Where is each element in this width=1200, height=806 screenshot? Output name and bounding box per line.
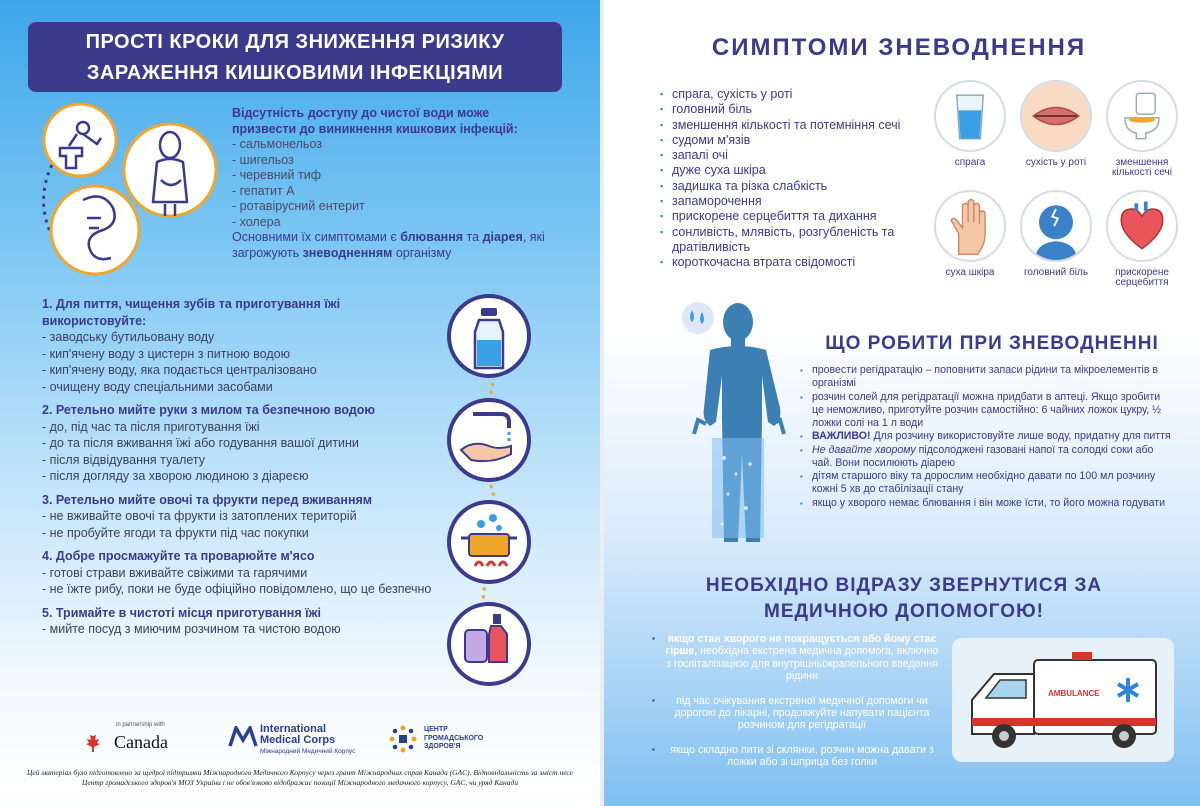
partner-logos <box>70 718 510 762</box>
list-item: - холера <box>232 215 552 231</box>
step-2 <box>42 402 437 485</box>
symptom-dry-mouth: сухість у роті <box>1016 80 1096 168</box>
title-line-1: ПРОСТІ КРОКИ ДЛЯ ЗНИЖЕННЯ РИЗИКУ <box>85 31 505 53</box>
phc-emblem-icon <box>388 724 418 754</box>
water-bottle-icon <box>449 296 529 376</box>
list-item: - сальмонельоз <box>232 137 552 153</box>
disclaimer: Цей матеріал було підготовлено за щедрої підтримки Міжнародного Медичного Корпусу через грант Міжнародних справ Канади (GAC). Відповідальність за зміст несе Центр громадського здоров'я МОЗ України і не обов'язково відображає позиції Міжнародного медичного корпусу, GAC, чи уряд Канади <box>27 768 573 787</box>
symptom-dry-skin: суха шкіра <box>930 190 1010 278</box>
page-title <box>28 22 562 92</box>
symptom-heartbeat: прискорене серцебиття <box>1102 190 1182 288</box>
dry-lips-icon <box>1022 82 1090 150</box>
cleaning-products-icon <box>449 604 529 684</box>
list-item: - до та після вживання їжі або годування вашої дитини <box>42 435 437 452</box>
list-item: ▪ судоми м'язів <box>660 133 940 148</box>
list-item: ▪ якщо стан хворого не покращується або йому стає гірше, необхідна екстрена медична допомога, включно з госпіталізацією для внутрішньокрапельного введення рідини <box>652 633 942 683</box>
intro-text <box>232 106 552 261</box>
list-item: ▪ дуже суха шкіра <box>660 163 940 178</box>
maple-leaf-icon <box>80 730 102 752</box>
list-item: ▪ розчин солей для регідратації можна придбати в аптеці. Якщо зробити це неможливо, приготуйте розчин самостійно: 6 чайних ложок цукру, ½ ложки солі на 1 л води <box>800 391 1172 430</box>
step-title: 4. Добре просмажуйте та проварюйте м'ясо <box>42 549 315 563</box>
list-item: ▪ головний біль <box>660 102 940 117</box>
list-item: - після догляду за хворою людиною з діареєю <box>42 468 437 485</box>
list-item: ▪ задишка та різка слабкість <box>660 179 940 194</box>
symptom-icons-grid <box>930 80 1200 290</box>
list-item: ▪ під час очікування екстреної медичної допомоги чи дорогою до лікарні, продовжуйте напувати пацієнта розчином для регідратації <box>652 695 942 732</box>
symptom-thirst: спрага <box>930 80 1010 168</box>
list-item: - гепатит А <box>232 184 552 200</box>
list-item: ▪ прискорене серцебиття та дихання <box>660 209 940 224</box>
list-item: ▪ зменшення кількості та потемніння сечі <box>660 118 940 133</box>
list-item: - черевний тиф <box>232 168 552 184</box>
title-line-2: ЗАРАЖЕННЯ КИШКОВИМИ ІНФЕКЦІЯМИ <box>86 62 504 84</box>
intro-lead: Відсутність доступу до чистої води може призвести до виникнення кишкових інфекцій: <box>232 106 518 136</box>
canada-logo: in partnership with Canada <box>80 718 190 762</box>
water-glass-icon <box>936 82 1004 150</box>
infections-list <box>232 137 552 230</box>
what-to-do-list <box>800 364 1172 510</box>
step-5 <box>42 605 437 638</box>
imc-logo: International Medical Corps Міжнародний Медичний Корпус <box>228 718 378 762</box>
ambulance-card <box>952 638 1174 762</box>
right-page <box>604 0 1200 806</box>
step-title: 1. Для пиття, чищення зубів та приготування їжі використовуйте: <box>42 297 341 328</box>
list-item: ▪ дітям старшого віку та дорослим необхідно давати по 100 мл розчину кожні 5 хв до стабілізації стану <box>800 470 1172 496</box>
what-to-do-title: ЩО РОБИТИ ПРИ ЗНЕВОДНЕННІ <box>825 333 1159 354</box>
step-title: 2. Ретельно мийте руки з милом та безпечною водою <box>42 403 376 417</box>
boiling-pot-icon <box>449 502 529 582</box>
list-item: ▪ якщо складно пити зі склянки, розчин можна давати з ложки або зі шприца без голки <box>652 744 942 769</box>
list-item: - до, під час та після приготування їжі <box>42 419 437 436</box>
headache-icon <box>1022 192 1090 260</box>
step-1 <box>42 296 437 395</box>
intro-summary: Основними їх симптомами є блювання та діарея, які загрожують зневодненням організму <box>232 230 545 260</box>
phc-logo: ЦЕНТР ГРОМАДСЬКОГО ЗДОРОВ'Я <box>388 718 498 762</box>
list-item: - не вживайте овочі та фрукти із затоплених територій <box>42 508 437 525</box>
steps-list <box>42 296 437 645</box>
human-silhouette-illustration <box>676 298 794 553</box>
list-item: - не їжте рибу, поки не буде офіційно повідомлено, що це безпечно <box>42 581 437 598</box>
toilet-icon <box>1108 82 1176 150</box>
ambulance-icon <box>952 638 1174 762</box>
urgent-help-list <box>652 633 942 781</box>
list-item: - мийте посуд з миючим розчином та чистою водою <box>42 621 437 638</box>
list-item: ▪ якщо у хворого немає блювання і він може їсти, то його можна годувати <box>800 497 1172 510</box>
step-3 <box>42 492 437 542</box>
list-item: - шигельоз <box>232 153 552 169</box>
list-item: - не пробуйте ягоди та фрукти під час покупки <box>42 525 437 542</box>
list-item: ▪ короткочасна втрата свідомості <box>660 255 940 270</box>
step-4 <box>42 548 437 598</box>
step-title: 3. Ретельно мийте овочі та фрукти перед вживанням <box>42 492 373 507</box>
symptoms-list <box>660 87 940 271</box>
list-item: - кип'ячену воду з цистерн з питною водою <box>42 346 437 363</box>
list-item: ▪ Не давайте хворому підсолоджені газовані напої та солодкі соки або чай. Вони посилюють діарею <box>800 444 1172 470</box>
list-item: ▪ запаморочення <box>660 194 940 209</box>
dry-hand-icon <box>936 192 1004 260</box>
sick-person-illustration <box>25 100 225 280</box>
list-item: - ротавірусний ентерит <box>232 199 552 215</box>
step-title: 5. Тримайте в чистоті місця приготування їжі <box>42 605 321 620</box>
list-item: - готові страви вживайте свіжими та гарячими <box>42 565 437 582</box>
list-item: ▪ сонливість, млявість, розгубленість та дратівливість <box>660 225 940 256</box>
list-item: ▪ спрага, сухість у роті <box>660 87 940 102</box>
urgent-help-title: НЕОБХІДНО ВІДРАЗУ ЗВЕРНУТИСЯ ЗА МЕДИЧНОЮ ДОПОМОГОЮ! <box>705 575 1103 622</box>
list-item: - заводську бутильовану воду <box>42 329 437 346</box>
symptom-less-urine: зменшення кількості сечі <box>1102 80 1182 178</box>
symptoms-title: СИМПТОМИ ЗНЕВОДНЕННЯ <box>711 34 1087 61</box>
imc-emblem-icon <box>228 726 258 748</box>
step-icons-column <box>437 290 547 690</box>
list-item: ▪ запалі очі <box>660 148 940 163</box>
list-item: ▪ ВАЖЛИВО! Для розчину використовуйте лише воду, придатну для пиття <box>800 430 1172 443</box>
list-item: - очищену воду спеціальними засобами <box>42 379 437 396</box>
ambulance-label: AMBULANCE <box>1048 689 1100 698</box>
list-item: ▪ провести регідратацію – поповнити запаси рідини та мікроелементів в організмі <box>800 364 1172 390</box>
list-item: - кип'ячену воду, яка подається централізовано <box>42 362 437 379</box>
heart-icon <box>1108 192 1176 260</box>
list-item: - після відвідування туалету <box>42 452 437 469</box>
hand-washing-icon <box>449 400 529 480</box>
symptom-headache: головний біль <box>1016 190 1096 278</box>
